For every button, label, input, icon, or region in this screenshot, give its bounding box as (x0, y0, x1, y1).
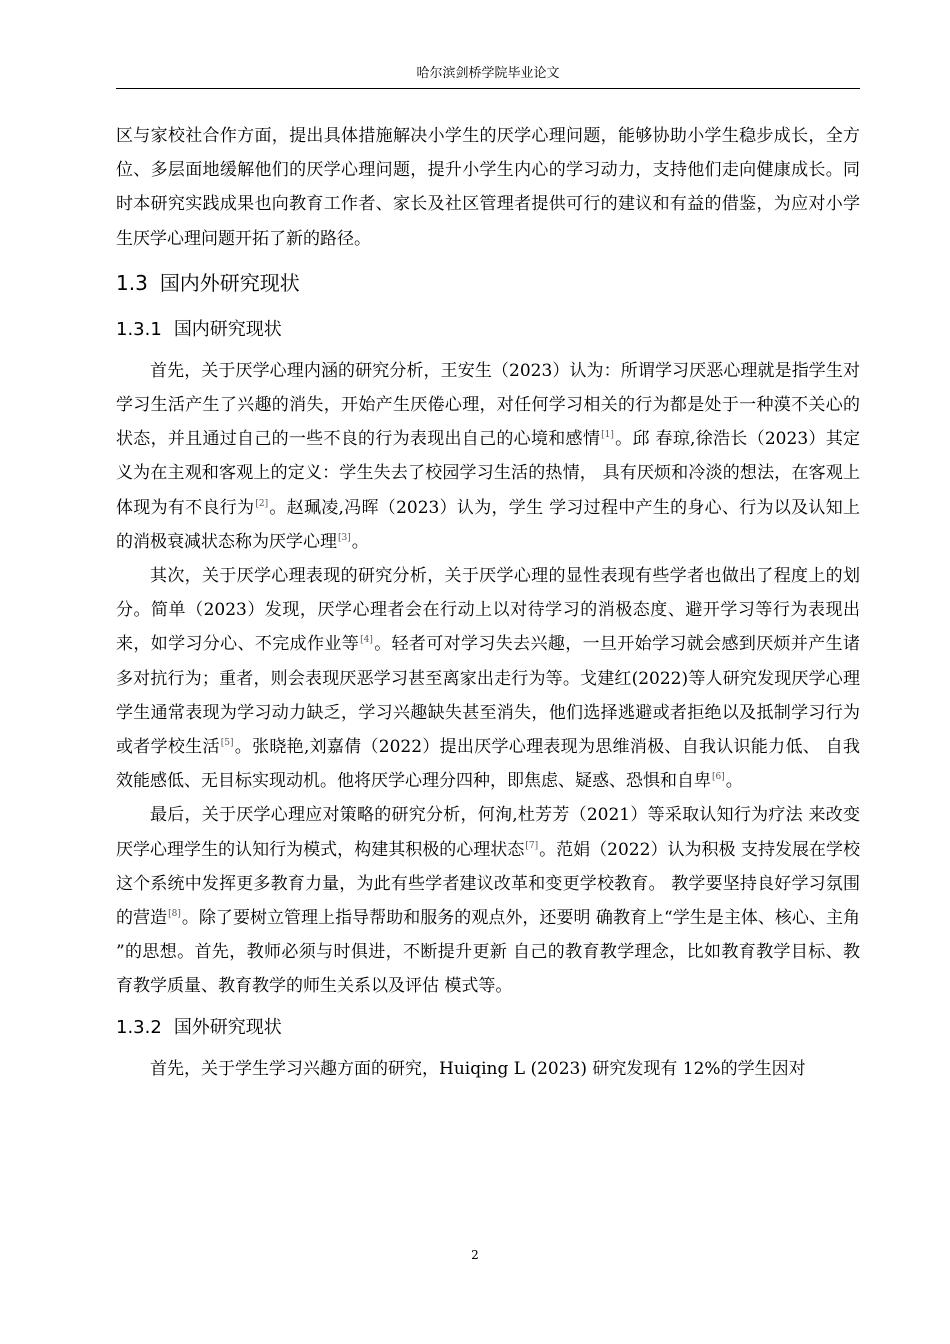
page-body (116, 119, 860, 1086)
subsection-number: 1.3.2 (116, 1016, 162, 1038)
text-segment: 。邱 春琼,徐浩长（2023）其定义为在主观和客观上的定义：学生失去了校园学习生活的热情， 具有厌烦和冷淡的想法，在客观上体现为有不良行为 (116, 429, 861, 518)
subsection-heading-1-3-2 (116, 1004, 860, 1052)
page-header (116, 64, 860, 89)
text-segment: 。除了要树立管理上指导帮助和服务的观点外，还要明 确教育上“学生是主体、核心、主角 ”的思想。首先，教师必须与时俱进，不断提升更新 自己的教育教学理念，比如教育教学目标、教育教学质量、教育教学的师生关系以及评估 模式等。 (116, 908, 861, 997)
subsection-title: 国外研究现状 (173, 1016, 282, 1038)
citation-1: [1] (601, 430, 614, 441)
section-title: 国内外研究现状 (159, 270, 300, 295)
section-number: 1.3 (116, 270, 148, 295)
paragraph-manifestation (116, 559, 860, 798)
citation-2: [2] (255, 498, 269, 509)
text-segment: 最后，关于厌学心理应对策略的研究分析，何洵,杜芳芳（2021）等采取认知行为疗法 来改变厌学心理学生的认知行为模式，构建其积极的心理状态 (116, 805, 860, 860)
text-segment: 。张晓艳,刘嘉倩（2022）提出厌学心理表现为思维消极、自我认识能力低、 自我效能感低、无目标实现动机。他将厌学心理分四种，即焦虑、疑惑、恐惧和自卑 (116, 737, 861, 792)
page-footer (0, 1247, 950, 1263)
paragraph-continuation: 区与家校社合作方面，提出具体措施解决小学生的厌学心理问题，能够协助小学生稳步成长，全方位、多层面地缓解他们的厌学心理问题，提升小学生内心的学习动力，支持他们走向健康成长。同时本研究实践成果也向教育工作者、家长及社区管理者提供可行的建议和有益的借鉴，为应对小学生厌学心理问题开拓了新的路径。 (116, 126, 860, 249)
citation-7: [7] (525, 840, 539, 851)
paragraph-strategy (116, 798, 860, 1003)
text-segment: 其次，关于厌学心理表现的研究分析，关于厌学心理的显性表现有些学者也做出了程度上的划分。简单（2023）发现，厌学心理者会在行动上以对待学习的消极态度、避开学习等行为表现出来，如学习分心、不完成作业等 (116, 566, 860, 655)
subsection-number: 1.3.1 (116, 318, 162, 340)
paragraph-definition (116, 354, 860, 559)
citation-8: [8] (168, 909, 181, 920)
text-segment: 。 (725, 771, 743, 792)
citation-3: [3] (338, 532, 351, 543)
text-segment: 。轻者可对学习失去兴趣，一旦开始学习就会感到厌烦并产生诸多对抗行为；重者，则会表现厌恶学习甚至离家出走行为等。戈建红(2022)等人研究发现厌学心理学生通常表现为学习动力缺乏，学习兴趣缺失甚至消失，他们选择逃避或者拒绝以及抵制学习行为或者学校生活 (116, 634, 861, 758)
text-segment: 首先，关于厌学心理内涵的研究分析，王安生（2023）认为：所谓学习厌恶心理就是指学生对学习生活产生了兴趣的消失，开始产生厌倦心理，对任何学习相关的行为都是处于一种漠不关心的状态，并且通过自己的一些不良的行为表现出自己的心境和感情 (116, 360, 860, 450)
section-heading-1-3 (116, 260, 860, 306)
subsection-title: 国内研究现状 (173, 318, 282, 340)
paragraph-foreign-research: 首先，关于学生学习兴趣方面的研究，Huiqing L (2023) 研究发现有 12%的学生因对 (150, 1058, 806, 1079)
text-segment: 。范娟（2022）认为积极 支持发展在学校这个系统中发挥更多教育力量，为此有些学者建议改革和变更学校教育。 教学要坚持良好学习氛围的营造 (116, 839, 861, 929)
page-number: 2 (471, 1248, 479, 1262)
citation-5: [5] (220, 738, 234, 749)
citation-6: [6] (712, 772, 725, 783)
header-title: 哈尔滨剑桥学院毕业论文 (416, 66, 560, 81)
text-segment: 。 (351, 531, 369, 552)
citation-4: [4] (360, 635, 373, 646)
subsection-heading-1-3-1 (116, 306, 860, 354)
text-segment: 。赵珮凌,冯晖（2023）认为，学生 学习过程中产生的身心、行为以及认知上的消极衰减状态称为厌学心理 (116, 497, 861, 552)
